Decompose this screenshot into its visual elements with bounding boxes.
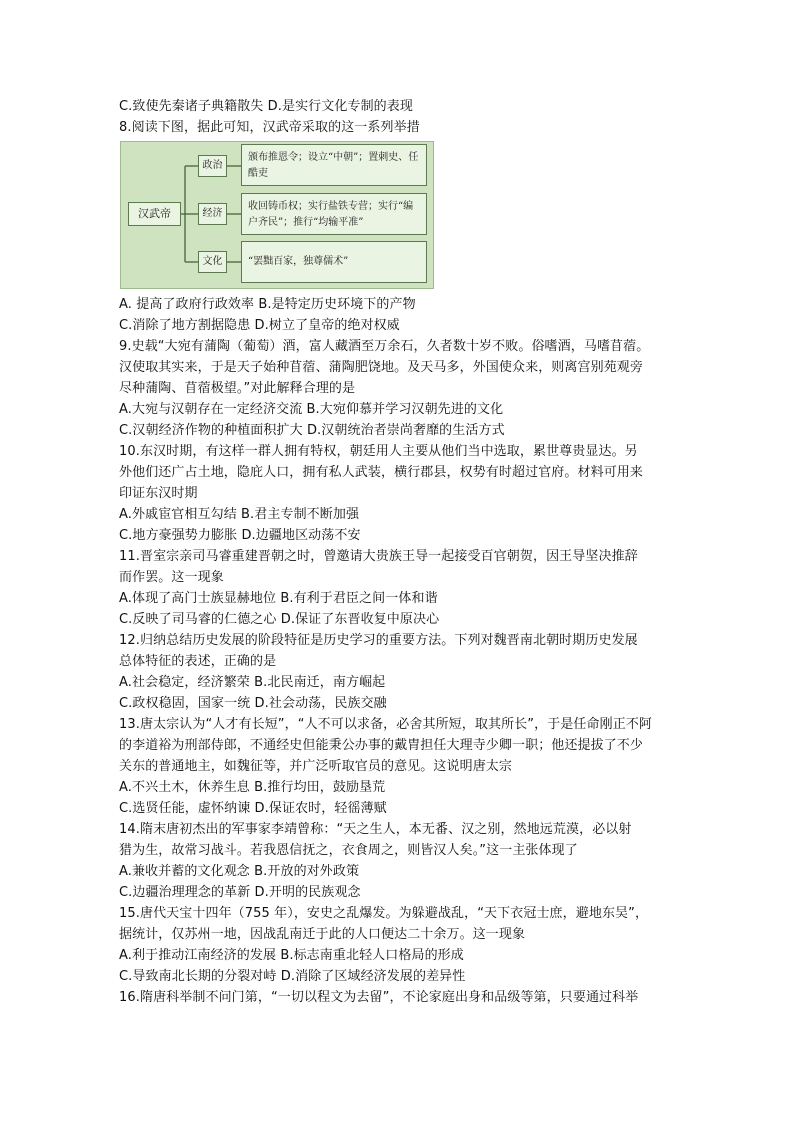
- text-line: A.兼收并蓄的文化观念 B.开放的对外政策: [119, 864, 360, 879]
- text-line: 16.隋唐科举制不问门第，“一切以程文为去留”，不论家庭出身和品级等第，只要通过科举: [119, 990, 639, 1005]
- question-8-stem: 8.阅读下图，据此可知，汉武帝采取的这一系列举措: [119, 120, 420, 135]
- text-line: C.地方豪强势力膨胀 D.边疆地区动荡不安: [119, 528, 361, 543]
- branch-label-culture: 文化: [198, 251, 227, 273]
- text-line: A.外戚宦官相互勾结 B.君主专制不断加强: [119, 507, 360, 522]
- text-line: 据统计，仅苏州一地，因战乱南迁于此的人口便达二十余万。这一现象: [119, 927, 526, 942]
- branch-content-economy: 收回铸币权；实行盐铁专营；实行“编户齐民”；推行“均输平准”: [241, 193, 427, 235]
- text-line: 汉使取其实来，于是天子始种苜蓿、蒲陶肥饶地。及天马多，外国使众来，则离宫别苑观旁: [119, 360, 644, 375]
- text-line: 15.唐代天宝十四年（755 年），安史之乱爆发。为躲避战乱，“天下衣冠士庶，避地东吴”，: [119, 906, 649, 921]
- question-list: [119, 294, 679, 1008]
- text-line: 猎为生，故常习战斗。若我恩信抚之，衣食周之，则皆汉人矣。”这一主张体现了: [119, 843, 578, 858]
- text-line: C.政权稳固，国家一统 D.社会动荡，民族交融: [119, 696, 387, 711]
- text-line: 外他们还广占土地，隐庇人口，拥有私人武装，横行郡县，权势有时超过官府。材料可用来: [119, 465, 644, 480]
- text-line: C.反映了司马睿的仁德之心 D.保证了东晋收复中原决心: [119, 612, 440, 627]
- text-line: C.边疆治理理念的革新 D.开明的民族观念: [119, 885, 361, 900]
- branch-content-politics: 颁布推恩令；设立“中朝”；置刺史、任酷吏: [241, 144, 427, 186]
- text-line: A.体现了高门士族显赫地位 B.有利于君臣之间一体和谐: [119, 591, 438, 606]
- text-line: 印证东汉时期: [119, 486, 198, 501]
- branch-content-culture: “罢黜百家，独尊儒术”: [241, 241, 427, 283]
- text-line: C.选贤任能，虚怀纳谏 D.保证农时，轻徭薄赋: [119, 801, 387, 816]
- branch-label-politics: 政治: [198, 155, 227, 177]
- text-line: A.社会稳定，经济繁荣 B.北民南迁，南方崛起: [119, 675, 386, 690]
- text-line: 12.归纳总结历史发展的阶段特征是历史学习的重要方法。下列对魏晋南北朝时期历史发展: [119, 633, 638, 648]
- text-line: A. 提高了政府行政效率 B.是特定历史环境下的产物: [119, 297, 416, 312]
- text-line: 10.东汉时期，有这样一群人拥有特权，朝廷用人主要从他们当中选取，累世尊贵显达。另: [119, 444, 638, 459]
- text-line: 的李道裕为刑部侍郎，不通经史但能秉公办事的戴胄担任大理寺少卿一职；他还提拔了不少: [119, 738, 644, 753]
- branch-label-economy: 经济: [198, 203, 227, 225]
- text-line: 9.史载“大宛有蒲陶（葡萄）酒，富人藏酒至万余石，久者数十岁不败。俗嗜酒，马嗜苜蓿。: [119, 339, 650, 354]
- text-line: 而作罢。这一现象: [119, 570, 224, 585]
- text-line: 13.唐太宗认为“人才有长短”，“人不可以求备，必舍其所短，取其所长”，于是任命刚正不阿: [119, 717, 653, 732]
- text-line: 11.晋室宗亲司马睿重建晋朝之时，曾邀请大贵族王导一起接受百官朝贺，因王导坚决推辞: [119, 549, 638, 564]
- diagram-root: 汉武帝: [128, 202, 181, 226]
- han-wudi-measures-diagram: [120, 141, 434, 289]
- text-line: 14.隋末唐初杰出的军事家李靖曾称：“天之生人，本无番、汉之别，然地远荒漠，必以射: [119, 822, 632, 837]
- text-line: 总体特征的表述，正确的是: [119, 654, 277, 669]
- exam-page: [119, 96, 679, 1008]
- text-line: C.导致南北长期的分裂对峙 D.消除了区域经济发展的差异性: [119, 969, 466, 984]
- text-line: C.消除了地方割据隐患 D.树立了皇帝的绝对权威: [119, 318, 400, 333]
- text-line: C.致使先秦诸子典籍散失 D.是实行文化专制的表现: [119, 99, 413, 114]
- text-line: C.汉朝经济作物的种植面积扩大 D.汉朝统治者崇尚奢靡的生活方式: [119, 423, 505, 438]
- text-line: A.大宛与汉朝存在一定经济交流 B.大宛仰慕并学习汉朝先进的文化: [119, 402, 504, 417]
- text-line: A.利于推动江南经济的发展 B.标志南重北轻人口格局的形成: [119, 948, 464, 963]
- text-line: 关东的普通地主，如魏征等，并广泛听取官员的意见。这说明唐太宗: [119, 759, 513, 774]
- text-line: A.不兴土木，休养生息 B.推行均田，鼓励垦荒: [119, 780, 386, 795]
- text-line: 尽种蒲陶、苜蓿极望。”对此解释合理的是: [119, 381, 356, 396]
